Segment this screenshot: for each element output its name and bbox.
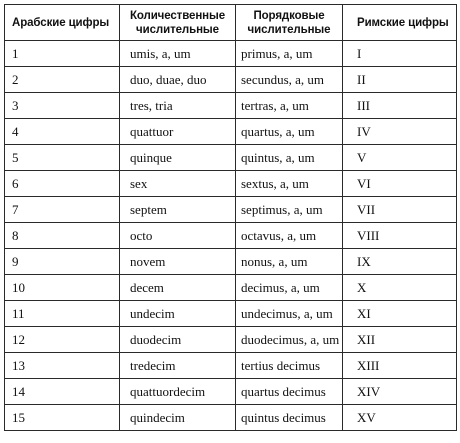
cell-ordinal: tertras, a, um [236, 93, 343, 119]
cell-arabic: 1 [5, 41, 120, 67]
cell-ordinal: primus, a, um [236, 41, 343, 67]
cell-roman: VII [343, 197, 457, 223]
cell-cardinal: quindecim [120, 405, 236, 431]
table-row [5, 145, 457, 171]
cell-ordinal: tertius decimus [236, 353, 343, 379]
cell-roman: VI [343, 171, 457, 197]
table-row [5, 41, 457, 67]
cell-roman: III [343, 93, 457, 119]
header-line: числительные [247, 23, 331, 36]
header-line: Порядковые [253, 9, 325, 22]
cell-cardinal: octo [120, 223, 236, 249]
header-roman-numerals [343, 5, 457, 41]
table-row [5, 379, 457, 405]
table-row [5, 301, 457, 327]
cell-ordinal: undecimus, a, um [236, 301, 343, 327]
cell-cardinal: quattuordecim [120, 379, 236, 405]
cell-ordinal: decimus, a, um [236, 275, 343, 301]
table-body [5, 41, 457, 431]
cell-ordinal: quintus decimus [236, 405, 343, 431]
cell-cardinal: tredecim [120, 353, 236, 379]
table-row [5, 249, 457, 275]
cell-ordinal: secundus, a, um [236, 67, 343, 93]
cell-roman: XI [343, 301, 457, 327]
cell-arabic: 5 [5, 145, 120, 171]
cell-roman: XIII [343, 353, 457, 379]
cell-ordinal: quartus decimus [236, 379, 343, 405]
cell-ordinal: duodecimus, a, um [236, 327, 343, 353]
cell-roman: IX [343, 249, 457, 275]
table-row [5, 353, 457, 379]
cell-cardinal: decem [120, 275, 236, 301]
cell-roman: XII [343, 327, 457, 353]
cell-arabic: 2 [5, 67, 120, 93]
table-row [5, 67, 457, 93]
header-row [5, 5, 457, 41]
table-row [5, 275, 457, 301]
cell-roman: V [343, 145, 457, 171]
cell-arabic: 11 [5, 301, 120, 327]
cell-cardinal: quinque [120, 145, 236, 171]
cell-ordinal: quintus, a, um [236, 145, 343, 171]
cell-arabic: 4 [5, 119, 120, 145]
header-arabic-numerals [5, 5, 120, 41]
header-line: Римские цифры [357, 16, 449, 29]
header-cardinal-numerals [120, 5, 236, 41]
header-line: Количественные [129, 9, 226, 22]
cell-cardinal: quattuor [120, 119, 236, 145]
cell-roman: XV [343, 405, 457, 431]
cell-roman: I [343, 41, 457, 67]
table-row [5, 171, 457, 197]
table-row [5, 223, 457, 249]
cell-arabic: 7 [5, 197, 120, 223]
cell-ordinal: quartus, a, um [236, 119, 343, 145]
cell-cardinal: sex [120, 171, 236, 197]
table-row [5, 327, 457, 353]
cell-cardinal: duo, duae, duo [120, 67, 236, 93]
cell-cardinal: umis, a, um [120, 41, 236, 67]
header-ordinal-numerals [236, 5, 343, 41]
cell-arabic: 12 [5, 327, 120, 353]
cell-roman: X [343, 275, 457, 301]
cell-roman: IV [343, 119, 457, 145]
cell-arabic: 3 [5, 93, 120, 119]
cell-arabic: 10 [5, 275, 120, 301]
table-header [5, 5, 457, 41]
table-row [5, 405, 457, 431]
cell-arabic: 6 [5, 171, 120, 197]
cell-arabic: 15 [5, 405, 120, 431]
table-row [5, 197, 457, 223]
cell-arabic: 13 [5, 353, 120, 379]
cell-ordinal: nonus, a, um [236, 249, 343, 275]
cell-arabic: 14 [5, 379, 120, 405]
header-line: Арабские цифры [12, 16, 110, 29]
header-line: числительные [136, 23, 219, 36]
cell-cardinal: tres, tria [120, 93, 236, 119]
cell-cardinal: septem [120, 197, 236, 223]
table-row [5, 119, 457, 145]
table-row [5, 93, 457, 119]
cell-roman: VIII [343, 223, 457, 249]
cell-ordinal: octavus, a, um [236, 223, 343, 249]
cell-arabic: 9 [5, 249, 120, 275]
cell-cardinal: duodecim [120, 327, 236, 353]
cell-roman: XIV [343, 379, 457, 405]
cell-cardinal: undecim [120, 301, 236, 327]
numerals-table [4, 4, 457, 431]
cell-ordinal: septimus, a, um [236, 197, 343, 223]
cell-ordinal: sextus, a, um [236, 171, 343, 197]
cell-roman: II [343, 67, 457, 93]
cell-cardinal: novem [120, 249, 236, 275]
cell-arabic: 8 [5, 223, 120, 249]
